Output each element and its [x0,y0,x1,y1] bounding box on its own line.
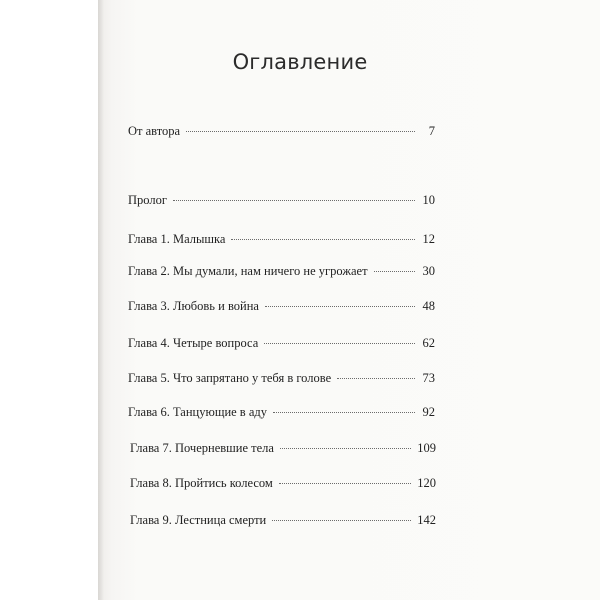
dot-leader [264,343,415,344]
dot-leader [173,200,415,201]
dot-leader [231,239,415,240]
toc-entry-label: Глава 6. Танцующие в аду [128,405,267,419]
toc-entry-label: От автора [128,124,181,138]
toc-entry-page: 92 [422,405,435,419]
toc-entry-chapter-5 [128,371,435,391]
dot-leader [337,378,415,379]
toc-entry-page: 7 [428,124,435,138]
toc-entry-chapter-6 [128,405,435,425]
toc-entry-page: 62 [422,336,435,350]
dot-leader [273,412,415,413]
dot-leader [272,520,411,521]
toc-entry-label: Глава 4. Четыре вопроса [128,336,259,350]
toc-entry-label: Глава 3. Любовь и война [128,299,259,313]
toc-title: Оглавление [232,50,368,74]
toc-entry-page: 12 [422,232,435,246]
toc-entry-page: 10 [422,193,435,207]
toc-entry-chapter-1 [128,232,435,252]
dot-leader [280,448,411,449]
toc-entry-page: 30 [422,264,435,278]
toc-entry-label: Глава 1. Малышка [128,232,226,246]
toc-entry-chapter-9 [130,513,436,533]
toc-entry-label: Глава 7. Почерневшие тела [130,441,274,455]
toc-entry-page: 73 [422,371,435,385]
toc-entry-chapter-4 [128,336,435,356]
dot-leader [265,306,415,307]
toc-entry-label: Глава 9. Лестница смерти [130,513,267,527]
toc-entry-chapter-7 [130,441,436,461]
toc-entry-page: 48 [422,299,435,313]
toc-entry-chapter-2 [128,264,435,284]
toc-entry-page: 109 [417,441,436,455]
toc-entry-label: Глава 5. Что запрятано у тебя в голове [128,371,332,385]
toc-entry-label: Глава 2. Мы думали, нам ничего не угрожает [128,264,368,278]
toc-entry-page: 142 [417,513,436,527]
toc-entry-from-author [128,124,435,144]
toc-entry-chapter-3 [128,299,435,319]
toc-entry-label: Глава 8. Пройтись колесом [130,476,273,490]
toc-entry-page: 120 [417,476,436,490]
toc-entry-prologue [128,193,435,213]
dot-leader [374,271,415,272]
spine-shadow [98,0,104,600]
dot-leader [279,483,411,484]
toc-entry-chapter-8 [130,476,436,496]
dot-leader [186,131,415,132]
toc-entry-label: Пролог [128,193,167,207]
